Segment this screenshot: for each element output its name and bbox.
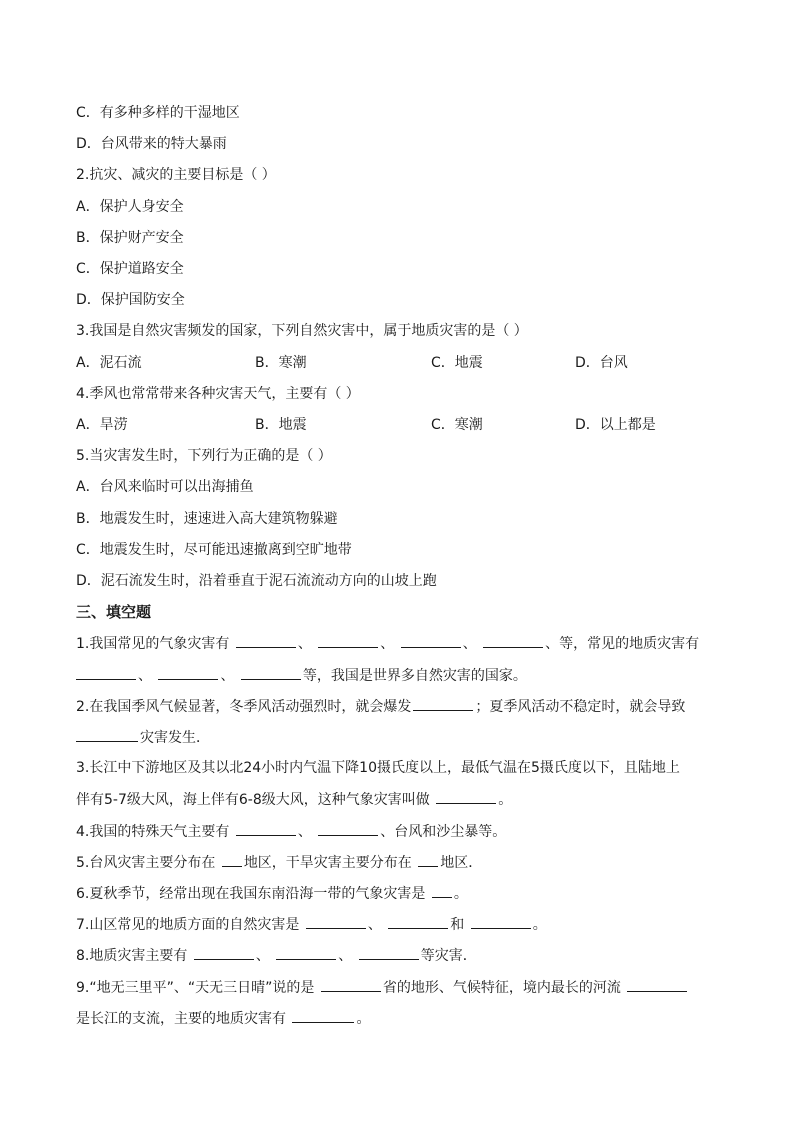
fill-2-line-2: 灾害发生． bbox=[76, 728, 726, 747]
answer-blank[interactable] bbox=[436, 790, 496, 804]
q4-stem: 4.季风也常常带来各种灾害天气，主要有（ ） bbox=[76, 386, 360, 402]
fill-9-line-2: 是长江的支流，主要的地质灾害有 。 bbox=[76, 1011, 371, 1027]
answer-blank[interactable] bbox=[401, 634, 461, 648]
q2-option-d: D．保护国防安全 bbox=[76, 292, 185, 308]
answer-blank[interactable] bbox=[471, 915, 531, 929]
answer-blank[interactable] bbox=[388, 915, 448, 929]
q4-options bbox=[76, 416, 726, 434]
answer-blank[interactable] bbox=[413, 697, 473, 711]
answer-blank[interactable] bbox=[359, 946, 419, 960]
q2-option-b: B．保护财产安全 bbox=[76, 230, 184, 246]
answer-blank[interactable] bbox=[306, 915, 366, 929]
fill-6: 6.夏秋季节，经常出现在我国东南沿海一带的气象灾害是 。 bbox=[76, 886, 468, 902]
fill-4: 4.我国的特殊天气主要有 、 、台风和沙尘暴等。 bbox=[76, 824, 507, 840]
answer-blank[interactable] bbox=[241, 666, 301, 680]
q4-option-a: A．旱涝 bbox=[76, 417, 128, 433]
section-title-fill-in: 三、填空题 bbox=[76, 603, 152, 621]
answer-blank[interactable] bbox=[627, 978, 687, 992]
q5-stem: 5.当灾害发生时，下列行为正确的是（ ） bbox=[76, 448, 332, 464]
answer-blank[interactable] bbox=[418, 853, 438, 867]
answer-blank[interactable] bbox=[318, 822, 378, 836]
fill-1-line-2: 、 、 等，我国是世界多自然灾害的国家。 bbox=[76, 666, 726, 685]
fill-1-line-1: 1.我国常见的气象灾害有 、 、 、 、等，常见的地质灾害有 bbox=[76, 636, 700, 652]
fill-3-line-2: 伴有5-7级大风，海上伴有6-8级大风，这种气象灾害叫做 。 bbox=[76, 792, 513, 808]
q5-option-d: D．泥石流发生时，沿着垂直于泥石流流动方向的山坡上跑 bbox=[76, 573, 437, 589]
q5-option-a: A．台风来临时可以出海捕鱼 bbox=[76, 479, 254, 495]
answer-blank[interactable] bbox=[76, 666, 136, 680]
fill-7: 7.山区常见的地质方面的自然灾害是 、 和 。 bbox=[76, 917, 547, 933]
answer-blank[interactable] bbox=[483, 634, 543, 648]
answer-blank[interactable] bbox=[432, 884, 452, 898]
q4-option-d: D．以上都是 bbox=[575, 417, 656, 433]
q1-option-d: D．台风带来的特大暴雨 bbox=[76, 136, 227, 152]
answer-blank[interactable] bbox=[276, 946, 336, 960]
fill-8: 8.地质灾害主要有 、 、 等灾害． bbox=[76, 948, 477, 964]
q2-option-a: A．保护人身安全 bbox=[76, 199, 184, 215]
answer-blank[interactable] bbox=[318, 634, 378, 648]
answer-blank[interactable] bbox=[158, 666, 218, 680]
q3-stem: 3.我国是自然灾害频发的国家，下列自然灾害中，属于地质灾害的是（ ） bbox=[76, 323, 528, 339]
q3-option-a: A．泥石流 bbox=[76, 355, 142, 371]
fill-5: 5.台风灾害主要分布在 地区，干旱灾害主要分布在 地区． bbox=[76, 855, 483, 871]
q4-option-b: B．地震 bbox=[255, 417, 307, 433]
q3-option-d: D．台风 bbox=[575, 355, 628, 371]
fill-9-line-1: 9.“地无三里平”、“天无三日晴”说的是 省的地形、气候特征，境内最长的河流 bbox=[76, 978, 726, 997]
answer-blank[interactable] bbox=[222, 853, 242, 867]
answer-blank[interactable] bbox=[292, 1009, 354, 1023]
fill-2-line-1: 2.在我国季风气候显著，冬季风活动强烈时，就会爆发 ；夏季风活动不稳定时，就会导致 bbox=[76, 699, 686, 715]
q2-stem: 2.抗灾、减灾的主要目标是（ ） bbox=[76, 167, 276, 183]
q2-option-c: C．保护道路安全 bbox=[76, 261, 184, 277]
answer-blank[interactable] bbox=[236, 634, 296, 648]
answer-blank[interactable] bbox=[236, 822, 296, 836]
answer-blank[interactable] bbox=[321, 978, 381, 992]
fill-3-line-1: 3.长江中下游地区及其以北24小时内气温下降10摄氏度以上，最低气温在5摄氏度以下，且陆地上 bbox=[76, 760, 680, 776]
q4-option-c: C．寒潮 bbox=[431, 417, 483, 433]
answer-blank[interactable] bbox=[194, 946, 254, 960]
q5-option-c: C．地震发生时，尽可能迅速撤离到空旷地带 bbox=[76, 542, 352, 558]
q5-option-b: B．地震发生时，速速进入高大建筑物躲避 bbox=[76, 511, 338, 527]
answer-blank[interactable] bbox=[76, 728, 138, 742]
q3-option-c: C．地震 bbox=[431, 355, 483, 371]
q3-option-b: B．寒潮 bbox=[255, 355, 307, 371]
q3-options bbox=[76, 354, 726, 372]
q1-option-c: C．有多种多样的干湿地区 bbox=[76, 105, 240, 121]
